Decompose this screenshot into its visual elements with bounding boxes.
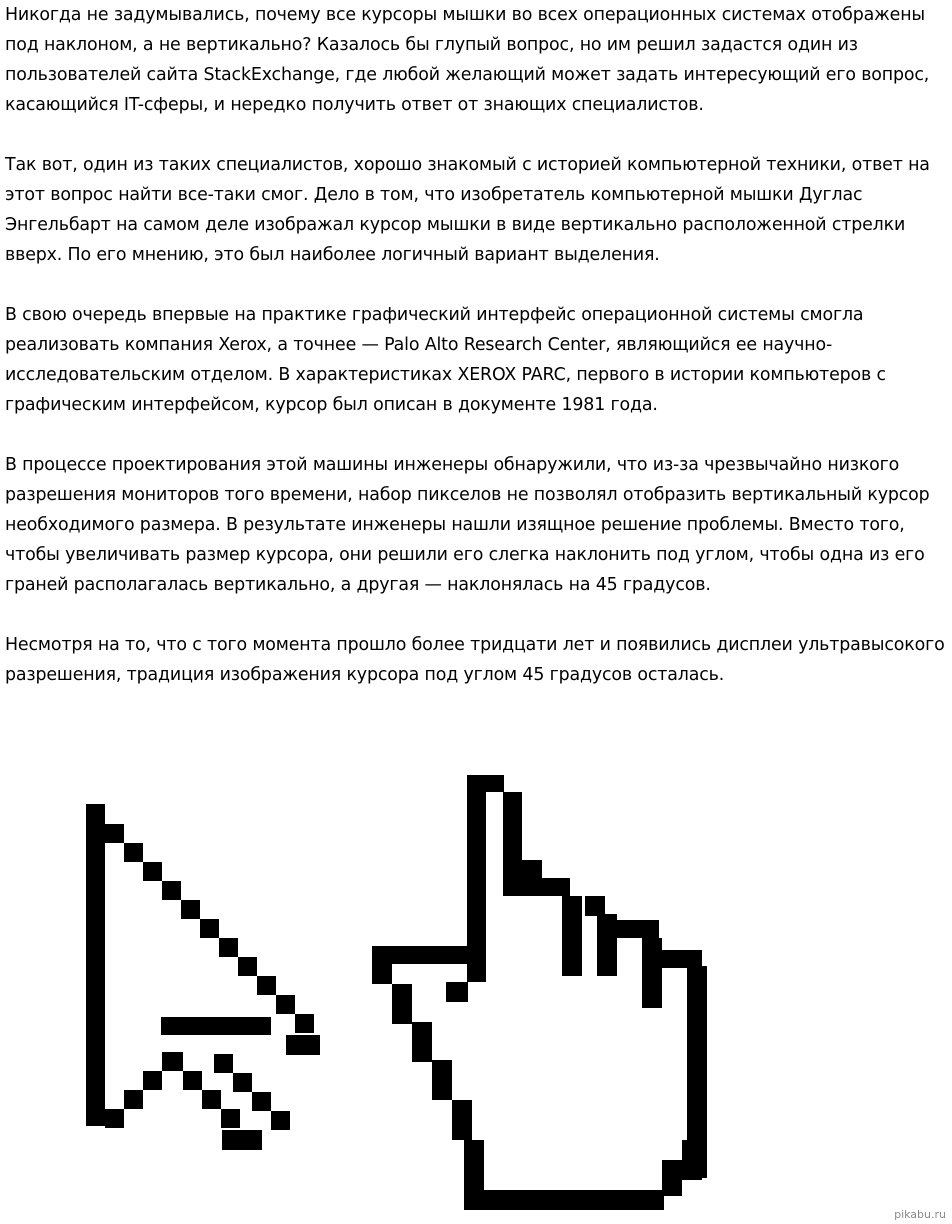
article-paragraph-4: В процессе проектирования этой машины инженеры обнаружили, что из-за чрезвычайно низкого разрешения мониторов того времени, набор пикселов не позволял отобразить вертикальный курсор необходимого размера. В результате инженеры нашли изящное решение проблемы. Вместо того, чтобы увеличивать размер курсора, они решили его слегка наклонить под углом, чтобы одна из его граней располагалась вертикально, а другая — наклонялась на 45 градусов.: [5, 455, 930, 595]
arrow-cursor-icon: [86, 804, 320, 1150]
hand-pointer-icon: [372, 775, 707, 1210]
cursor-drawing: [0, 760, 952, 1224]
article: [5, 0, 945, 720]
cursor-illustration: [0, 760, 952, 1224]
article-paragraph-3: В свою очередь впервые на практике графический интерфейс операционной системы смогла реализовать компания Xerox, а точнее — Palo Alto Research Center, являющийся ее научно-исследовательским отделом. В характеристиках XEROX PARC, первого в истории компьютеров с графическим интерфейсом, курсор был описан в документе 1981 года.: [5, 305, 886, 415]
article-paragraph-5: Несмотря на то, что с того момента прошло более тридцати лет и появились дисплеи ультравысокого разрешения, традиция изображения курсора под углом 45 градусов осталась.: [5, 635, 945, 685]
article-paragraph-2: Так вот, один из таких специалистов, хорошо знакомый с историей компьютерной техники, ответ на этот вопрос найти все-таки смог. Дело в том, что изобретатель компьютерной мышки Дуглас Энгельбарт на самом деле изображал курсор мышки в виде вертикально расположенной стрелки вверх. По его мнению, это был наиболее логичный вариант выделения.: [5, 155, 930, 265]
watermark: pikabu.ru: [894, 1208, 946, 1221]
article-paragraph-1: Никогда не задумывались, почему все курсоры мышки во всех операционных системах отображены под наклоном, а не вертикально? Казалось бы глупый вопрос, но им решил задастся один из пользователей сайта StackExchange, где любой желающий может задать интересующий его вопрос, касающийся IT-сферы, и нередко получить ответ от знающих специалистов.: [5, 5, 930, 115]
